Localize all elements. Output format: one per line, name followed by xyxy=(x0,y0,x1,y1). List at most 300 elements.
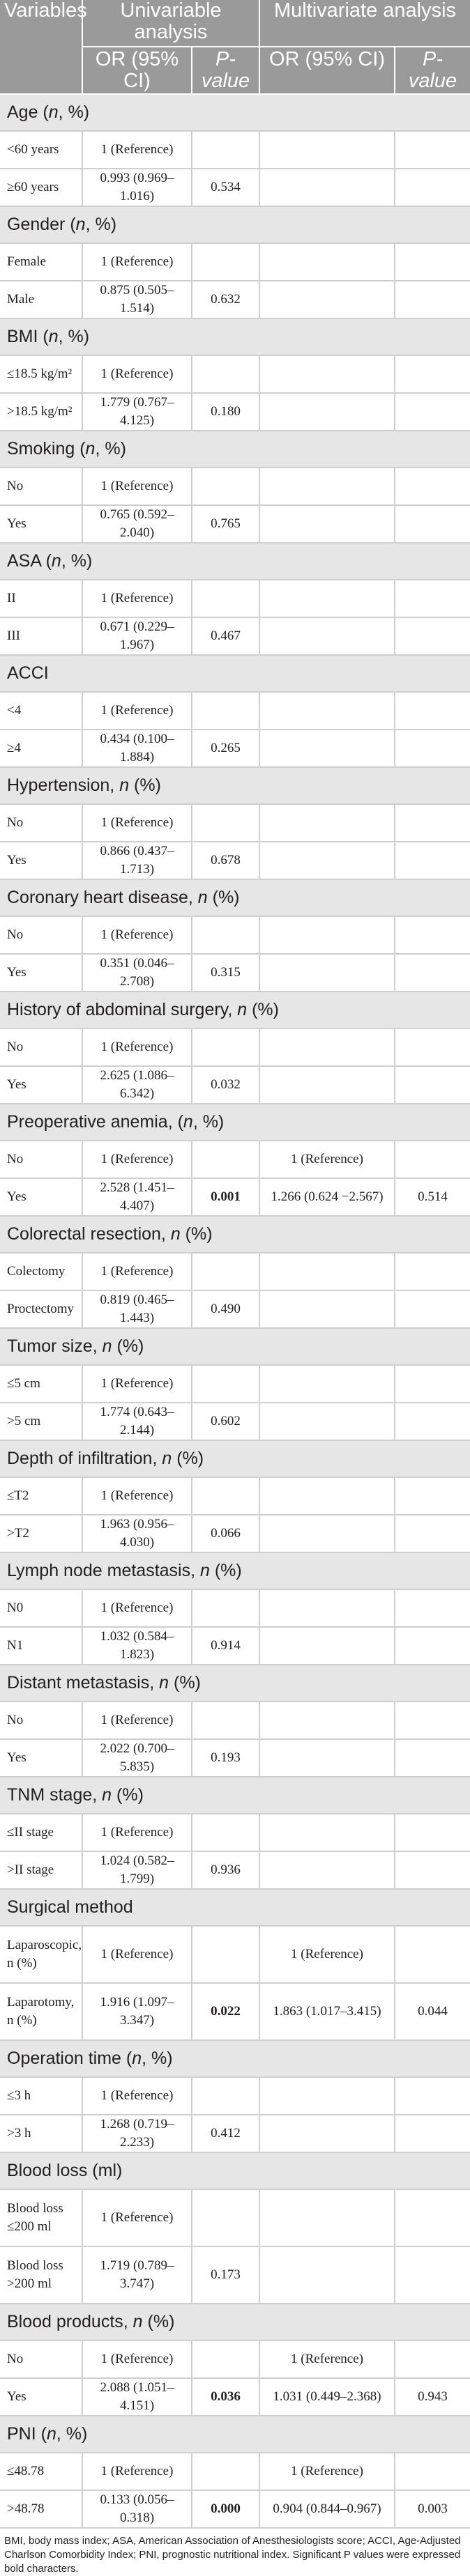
multivariate-or-cell xyxy=(259,1589,395,1627)
univariable-or-cell: 0.993 (0.969–1.016) xyxy=(82,169,192,206)
multivariate-or-cell xyxy=(259,2115,395,2152)
univariable-p-cell: 0.193 xyxy=(192,1739,259,1777)
univariable-p-cell xyxy=(192,1702,259,1739)
header-univariable: Univariable analysis xyxy=(82,0,259,47)
univariable-p-cell xyxy=(192,2189,259,2246)
univariable-p-cell: 0.678 xyxy=(192,842,259,879)
univariable-p-cell xyxy=(192,2453,259,2490)
group-label: Distant metastasis, n (%) xyxy=(0,1665,470,1702)
table-row xyxy=(0,1627,470,1665)
multivariate-or-cell xyxy=(259,355,395,393)
group-header-row xyxy=(0,543,470,580)
univariable-p-cell xyxy=(192,468,259,505)
multivariate-or-cell xyxy=(259,131,395,169)
variable-level-cell: >3 h xyxy=(0,2115,82,2152)
univariable-or-cell: 1 (Reference) xyxy=(82,2453,192,2490)
multivariate-or-cell xyxy=(259,916,395,954)
univariable-or-cell: 2.088 (1.051–4.151) xyxy=(82,2378,192,2416)
header-variables: Variables xyxy=(0,0,82,94)
group-header-row xyxy=(0,1552,470,1589)
multivariate-or-cell xyxy=(259,281,395,318)
univariable-p-cell xyxy=(192,1477,259,1515)
univariable-or-cell: 0.875 (0.505–1.514) xyxy=(82,281,192,318)
table-row xyxy=(0,1851,470,1889)
table-row xyxy=(0,281,470,318)
variable-level-cell: <60 years xyxy=(0,131,82,169)
univariable-or-cell: 0.819 (0.465–1.443) xyxy=(82,1290,192,1328)
multivariate-or-cell xyxy=(259,1477,395,1515)
multivariate-p-cell xyxy=(395,1515,470,1552)
univariable-or-cell: 0.866 (0.437–1.713) xyxy=(82,842,192,879)
group-label: PNI (n, %) xyxy=(0,2416,470,2453)
multivariate-or-cell xyxy=(259,505,395,543)
univariable-p-cell: 0.467 xyxy=(192,617,259,655)
variable-level-cell: ≥4 xyxy=(0,730,82,767)
univariable-or-cell: 1 (Reference) xyxy=(82,1477,192,1515)
table-row xyxy=(0,954,470,992)
univariable-or-cell: 1 (Reference) xyxy=(82,243,192,281)
multivariate-or-cell xyxy=(259,1627,395,1665)
group-header-row xyxy=(0,2040,470,2077)
group-label: Hypertension, n (%) xyxy=(0,767,470,804)
univariable-p-cell xyxy=(192,131,259,169)
multivariate-p-cell xyxy=(395,2189,470,2246)
table-row xyxy=(0,1403,470,1440)
variable-level-cell: Yes xyxy=(0,842,82,879)
group-header-row xyxy=(0,1104,470,1141)
univariable-p-cell: 0.000 xyxy=(192,2490,259,2528)
univariable-or-cell: 1.779 (0.767–4.125) xyxy=(82,393,192,431)
multivariate-or-cell: 1 (Reference) xyxy=(259,2453,395,2490)
table-row xyxy=(0,2490,470,2528)
group-label: Blood loss (ml) xyxy=(0,2152,470,2189)
univariable-p-cell: 0.632 xyxy=(192,281,259,318)
univariable-or-cell: 0.351 (0.046–2.708) xyxy=(82,954,192,992)
group-label: ACCI xyxy=(0,655,470,692)
header-p-italic: P-value xyxy=(201,48,250,92)
multivariate-or-cell xyxy=(259,954,395,992)
multivariate-p-cell xyxy=(395,169,470,206)
header-univariable-or: OR (95% CI) xyxy=(82,47,192,94)
table-row xyxy=(0,1290,470,1328)
table-row xyxy=(0,2077,470,2115)
table-row xyxy=(0,1589,470,1627)
univariable-p-cell: 0.265 xyxy=(192,730,259,767)
univariable-p-cell: 0.534 xyxy=(192,169,259,206)
univariable-p-cell: 0.315 xyxy=(192,954,259,992)
multivariate-p-cell xyxy=(395,2246,470,2304)
table-row xyxy=(0,1515,470,1552)
univariable-p-cell xyxy=(192,1141,259,1178)
table-row xyxy=(0,1926,470,1983)
univariable-p-cell: 0.032 xyxy=(192,1066,259,1104)
variable-level-cell: No xyxy=(0,804,82,842)
variable-level-cell: Male xyxy=(0,281,82,318)
group-header-row xyxy=(0,767,470,804)
univariable-p-cell: 0.412 xyxy=(192,2115,259,2152)
multivariate-p-cell xyxy=(395,1066,470,1104)
univariable-or-cell: 2.625 (1.086–6.342) xyxy=(82,1066,192,1104)
group-label: Tumor size, n (%) xyxy=(0,1328,470,1365)
univariable-p-cell xyxy=(192,1365,259,1403)
variable-level-cell: <4 xyxy=(0,692,82,730)
multivariate-p-cell xyxy=(395,954,470,992)
univariable-or-cell: 1 (Reference) xyxy=(82,1926,192,1983)
univariable-or-cell: 1 (Reference) xyxy=(82,1141,192,1178)
univariable-or-cell: 1 (Reference) xyxy=(82,2189,192,2246)
multivariate-p-cell xyxy=(395,1926,470,1983)
multivariate-p-cell xyxy=(395,505,470,543)
table-row xyxy=(0,617,470,655)
variable-level-cell: No xyxy=(0,1028,82,1066)
univariable-p-cell xyxy=(192,355,259,393)
multivariate-or-cell xyxy=(259,169,395,206)
group-label: TNM stage, n (%) xyxy=(0,1777,470,1814)
multivariate-or-cell xyxy=(259,2077,395,2115)
multivariate-or-cell xyxy=(259,1365,395,1403)
table-row xyxy=(0,355,470,393)
univariable-or-cell: 1.268 (0.719–2.233) xyxy=(82,2115,192,2152)
multivariate-or-cell xyxy=(259,2189,395,2246)
table-row xyxy=(0,692,470,730)
group-header-row xyxy=(0,1889,470,1926)
table-row xyxy=(0,730,470,767)
univariable-p-cell: 0.602 xyxy=(192,1403,259,1440)
group-label: Colorectal resection, n (%) xyxy=(0,1216,470,1253)
variable-level-cell: ≤T2 xyxy=(0,1477,82,1515)
multivariate-or-cell xyxy=(259,393,395,431)
multivariate-p-cell xyxy=(395,1589,470,1627)
multivariate-or-cell xyxy=(259,1814,395,1851)
table-row xyxy=(0,804,470,842)
variable-level-cell: Yes xyxy=(0,505,82,543)
multivariate-p-cell xyxy=(395,1365,470,1403)
univariable-or-cell: 1.774 (0.643–2.144) xyxy=(82,1403,192,1440)
univariable-or-cell: 1 (Reference) xyxy=(82,355,192,393)
group-label: Smoking (n, %) xyxy=(0,431,470,468)
group-header-row xyxy=(0,992,470,1028)
univariable-or-cell: 2.528 (1.451–4.407) xyxy=(82,1178,192,1216)
table-row xyxy=(0,1141,470,1178)
table-row xyxy=(0,1028,470,1066)
univariable-p-cell xyxy=(192,580,259,617)
univariable-or-cell: 1 (Reference) xyxy=(82,692,192,730)
variable-level-cell: N1 xyxy=(0,1627,82,1665)
variable-level-cell: >48.78 xyxy=(0,2490,82,2528)
group-label: Operation time (n, %) xyxy=(0,2040,470,2077)
table-row xyxy=(0,1983,470,2040)
table-row xyxy=(0,2189,470,2246)
multivariate-p-cell xyxy=(395,1814,470,1851)
multivariate-p-cell xyxy=(395,1627,470,1665)
multivariate-p-cell xyxy=(395,355,470,393)
table-row xyxy=(0,842,470,879)
multivariate-p-cell xyxy=(395,281,470,318)
variable-level-cell: ≤II stage xyxy=(0,1814,82,1851)
group-header-row xyxy=(0,2416,470,2453)
table-row xyxy=(0,2378,470,2416)
multivariate-or-cell: 1 (Reference) xyxy=(259,1926,395,1983)
variable-level-cell: ≤48.78 xyxy=(0,2453,82,2490)
table-row xyxy=(0,2246,470,2304)
univariable-or-cell: 1.916 (1.097–3.347) xyxy=(82,1983,192,2040)
multivariate-p-cell: 0.044 xyxy=(395,1983,470,2040)
variable-level-cell: Yes xyxy=(0,1178,82,1216)
header-multivariate-p xyxy=(395,47,470,94)
table-row xyxy=(0,916,470,954)
multivariate-p-cell xyxy=(395,617,470,655)
multivariate-or-cell xyxy=(259,1253,395,1290)
univariable-p-cell: 0.914 xyxy=(192,1627,259,1665)
variable-level-cell: Blood loss ≤200 ml xyxy=(0,2189,82,2246)
table-row xyxy=(0,1178,470,1216)
univariable-or-cell: 1.963 (0.956–4.030) xyxy=(82,1515,192,1552)
univariable-p-cell xyxy=(192,1028,259,1066)
univariable-p-cell xyxy=(192,2077,259,2115)
group-header-row xyxy=(0,879,470,916)
multivariate-or-cell xyxy=(259,1290,395,1328)
variable-level-cell: No xyxy=(0,2340,82,2378)
multivariate-p-cell xyxy=(395,1028,470,1066)
group-header-row xyxy=(0,431,470,468)
multivariate-p-cell xyxy=(395,2115,470,2152)
variable-level-cell: >5 cm xyxy=(0,1403,82,1440)
group-header-row xyxy=(0,2304,470,2340)
header-p-italic: P-value xyxy=(408,48,457,92)
group-label: Surgical method xyxy=(0,1889,470,1926)
multivariate-or-cell xyxy=(259,243,395,281)
table-row xyxy=(0,169,470,206)
variable-level-cell: >18.5 kg/m² xyxy=(0,393,82,431)
multivariate-or-cell xyxy=(259,1066,395,1104)
univariable-or-cell: 0.765 (0.592–2.040) xyxy=(82,505,192,543)
variable-level-cell: >T2 xyxy=(0,1515,82,1552)
variable-level-cell: III xyxy=(0,617,82,655)
table-header xyxy=(0,0,470,94)
group-header-row xyxy=(0,1216,470,1253)
univariable-p-cell xyxy=(192,2340,259,2378)
univariable-or-cell: 1 (Reference) xyxy=(82,1589,192,1627)
group-header-row xyxy=(0,318,470,355)
table-row xyxy=(0,1253,470,1290)
univariable-or-cell: 1 (Reference) xyxy=(82,1028,192,1066)
multivariate-p-cell: 0.943 xyxy=(395,2378,470,2416)
multivariate-p-cell xyxy=(395,131,470,169)
table-row xyxy=(0,243,470,281)
univariable-p-cell: 0.022 xyxy=(192,1983,259,2040)
multivariate-or-cell xyxy=(259,1702,395,1739)
multivariate-p-cell xyxy=(395,1403,470,1440)
group-header-row xyxy=(0,1328,470,1365)
univariable-p-cell: 0.936 xyxy=(192,1851,259,1889)
multivariate-or-cell xyxy=(259,1403,395,1440)
group-header-row xyxy=(0,206,470,243)
group-header-row xyxy=(0,2152,470,2189)
group-header-row xyxy=(0,655,470,692)
group-header-row xyxy=(0,1440,470,1477)
univariable-p-cell xyxy=(192,692,259,730)
univariable-p-cell: 0.066 xyxy=(192,1515,259,1552)
variable-level-cell: No xyxy=(0,1702,82,1739)
variable-level-cell: Female xyxy=(0,243,82,281)
variable-level-cell: Laparotomy, n (%) xyxy=(0,1983,82,2040)
table-row xyxy=(0,1814,470,1851)
multivariate-p-cell: 0.514 xyxy=(395,1178,470,1216)
variable-level-cell: Blood loss >200 ml xyxy=(0,2246,82,2304)
multivariate-p-cell xyxy=(395,842,470,879)
multivariate-or-cell xyxy=(259,692,395,730)
variable-level-cell: No xyxy=(0,916,82,954)
univariable-p-cell xyxy=(192,243,259,281)
univariable-or-cell: 1 (Reference) xyxy=(82,468,192,505)
multivariate-or-cell xyxy=(259,842,395,879)
univariable-or-cell: 1 (Reference) xyxy=(82,1814,192,1851)
variable-level-cell: II xyxy=(0,580,82,617)
univariable-p-cell: 0.173 xyxy=(192,2246,259,2304)
multivariate-p-cell xyxy=(395,468,470,505)
multivariate-or-cell: 1 (Reference) xyxy=(259,2340,395,2378)
table-row xyxy=(0,505,470,543)
group-label: Blood products, n (%) xyxy=(0,2304,470,2340)
variable-level-cell: No xyxy=(0,1141,82,1178)
multivariate-or-cell xyxy=(259,1739,395,1777)
multivariate-p-cell xyxy=(395,1702,470,1739)
multivariate-or-cell xyxy=(259,804,395,842)
multivariate-p-cell xyxy=(395,1141,470,1178)
table-row xyxy=(0,2340,470,2378)
multivariate-p-cell xyxy=(395,393,470,431)
variable-level-cell: ≤5 cm xyxy=(0,1365,82,1403)
group-label: BMI (n, %) xyxy=(0,318,470,355)
table-body xyxy=(0,94,470,2528)
multivariate-p-cell xyxy=(395,2453,470,2490)
group-header-row xyxy=(0,1777,470,1814)
multivariate-p-cell xyxy=(395,243,470,281)
variable-level-cell: ≥60 years xyxy=(0,169,82,206)
univariable-or-cell: 2.022 (0.700–5.835) xyxy=(82,1739,192,1777)
group-label: History of abdominal surgery, n (%) xyxy=(0,992,470,1028)
univariable-p-cell xyxy=(192,1589,259,1627)
multivariate-p-cell xyxy=(395,804,470,842)
variable-level-cell: Proctectomy xyxy=(0,1290,82,1328)
variable-level-cell: ≤18.5 kg/m² xyxy=(0,355,82,393)
group-label: Coronary heart disease, n (%) xyxy=(0,879,470,916)
table-row xyxy=(0,1739,470,1777)
multivariate-p-cell xyxy=(395,1851,470,1889)
univariable-or-cell: 1 (Reference) xyxy=(82,580,192,617)
variable-level-cell: Laparoscopic, n (%) xyxy=(0,1926,82,1983)
group-label: Depth of infiltration, n (%) xyxy=(0,1440,470,1477)
multivariate-or-cell xyxy=(259,1851,395,1889)
univariable-p-cell xyxy=(192,1253,259,1290)
univariable-or-cell: 1.719 (0.789–3.747) xyxy=(82,2246,192,2304)
multivariate-or-cell xyxy=(259,468,395,505)
univariable-p-cell: 0.036 xyxy=(192,2378,259,2416)
table-row xyxy=(0,468,470,505)
header-multivariate: Multivariate analysis xyxy=(259,0,470,47)
group-header-row xyxy=(0,94,470,131)
univariable-or-cell: 0.434 (0.100–1.884) xyxy=(82,730,192,767)
univariable-p-cell: 0.765 xyxy=(192,505,259,543)
multivariate-p-cell: 0.003 xyxy=(395,2490,470,2528)
multivariate-p-cell xyxy=(395,1739,470,1777)
multivariate-p-cell xyxy=(395,580,470,617)
table-row xyxy=(0,1365,470,1403)
table-row xyxy=(0,2115,470,2152)
multivariate-p-cell xyxy=(395,2340,470,2378)
group-label: Gender (n, %) xyxy=(0,206,470,243)
group-label: Age (n, %) xyxy=(0,94,470,131)
univariable-p-cell xyxy=(192,916,259,954)
univariable-or-cell: 1.032 (0.584–1.823) xyxy=(82,1627,192,1665)
multivariate-or-cell xyxy=(259,580,395,617)
univariable-or-cell: 1 (Reference) xyxy=(82,1253,192,1290)
univariable-p-cell xyxy=(192,804,259,842)
multivariate-or-cell xyxy=(259,617,395,655)
univariable-or-cell: 0.133 (0.056–0.318) xyxy=(82,2490,192,2528)
univariable-p-cell xyxy=(192,1926,259,1983)
group-label: ASA (n, %) xyxy=(0,543,470,580)
group-label: Lymph node metastasis, n (%) xyxy=(0,1552,470,1589)
variable-level-cell: Yes xyxy=(0,2378,82,2416)
multivariate-or-cell: 1 (Reference) xyxy=(259,1141,395,1178)
table-footnote: BMI, body mass index; ASA, American Association of Anesthesiologists score; ACCI, Age-Adjusted Charlson Comorbidity Index; PNI, prognostic nutritional index. Significant P values were expressed bold characters. xyxy=(4,2535,461,2575)
variable-level-cell: Yes xyxy=(0,954,82,992)
univariable-or-cell: 1 (Reference) xyxy=(82,2077,192,2115)
table-row xyxy=(0,393,470,431)
variable-level-cell: N0 xyxy=(0,1589,82,1627)
multivariate-p-cell xyxy=(395,730,470,767)
table-row xyxy=(0,1702,470,1739)
univariable-or-cell: 1 (Reference) xyxy=(82,1702,192,1739)
multivariate-or-cell: 1.031 (0.449–2.368) xyxy=(259,2378,395,2416)
multivariate-p-cell xyxy=(395,1290,470,1328)
group-label: Preoperative anemia, (n, %) xyxy=(0,1104,470,1141)
multivariate-p-cell xyxy=(395,1253,470,1290)
table-row xyxy=(0,1066,470,1104)
univariable-p-cell xyxy=(192,1814,259,1851)
univariable-or-cell: 1.024 (0.582–1.799) xyxy=(82,1851,192,1889)
multivariate-or-cell xyxy=(259,1515,395,1552)
univariable-p-cell: 0.490 xyxy=(192,1290,259,1328)
multivariate-p-cell xyxy=(395,2077,470,2115)
group-header-row xyxy=(0,1665,470,1702)
table-row xyxy=(0,580,470,617)
univariable-or-cell: 1 (Reference) xyxy=(82,916,192,954)
multivariate-or-cell xyxy=(259,730,395,767)
univariable-or-cell: 1 (Reference) xyxy=(82,131,192,169)
variable-level-cell: No xyxy=(0,468,82,505)
variable-level-cell: >II stage xyxy=(0,1851,82,1889)
multivariate-or-cell xyxy=(259,2246,395,2304)
table-row xyxy=(0,2453,470,2490)
table-row xyxy=(0,131,470,169)
header-univariable-p xyxy=(192,47,259,94)
variable-level-cell: Yes xyxy=(0,1739,82,1777)
univariable-or-cell: 1 (Reference) xyxy=(82,1365,192,1403)
multivariate-or-cell: 1.863 (1.017–3.415) xyxy=(259,1983,395,2040)
multivariate-or-cell: 0.904 (0.844–0.967) xyxy=(259,2490,395,2528)
multivariate-or-cell: 1.266 (0.624 −2.567) xyxy=(259,1178,395,1216)
multivariate-p-cell xyxy=(395,1477,470,1515)
variable-level-cell: Colectomy xyxy=(0,1253,82,1290)
univariable-p-cell: 0.001 xyxy=(192,1178,259,1216)
variable-level-cell: Yes xyxy=(0,1066,82,1104)
univariable-p-cell: 0.180 xyxy=(192,393,259,431)
table-row xyxy=(0,1477,470,1515)
multivariate-p-cell xyxy=(395,692,470,730)
variable-level-cell: ≤3 h xyxy=(0,2077,82,2115)
